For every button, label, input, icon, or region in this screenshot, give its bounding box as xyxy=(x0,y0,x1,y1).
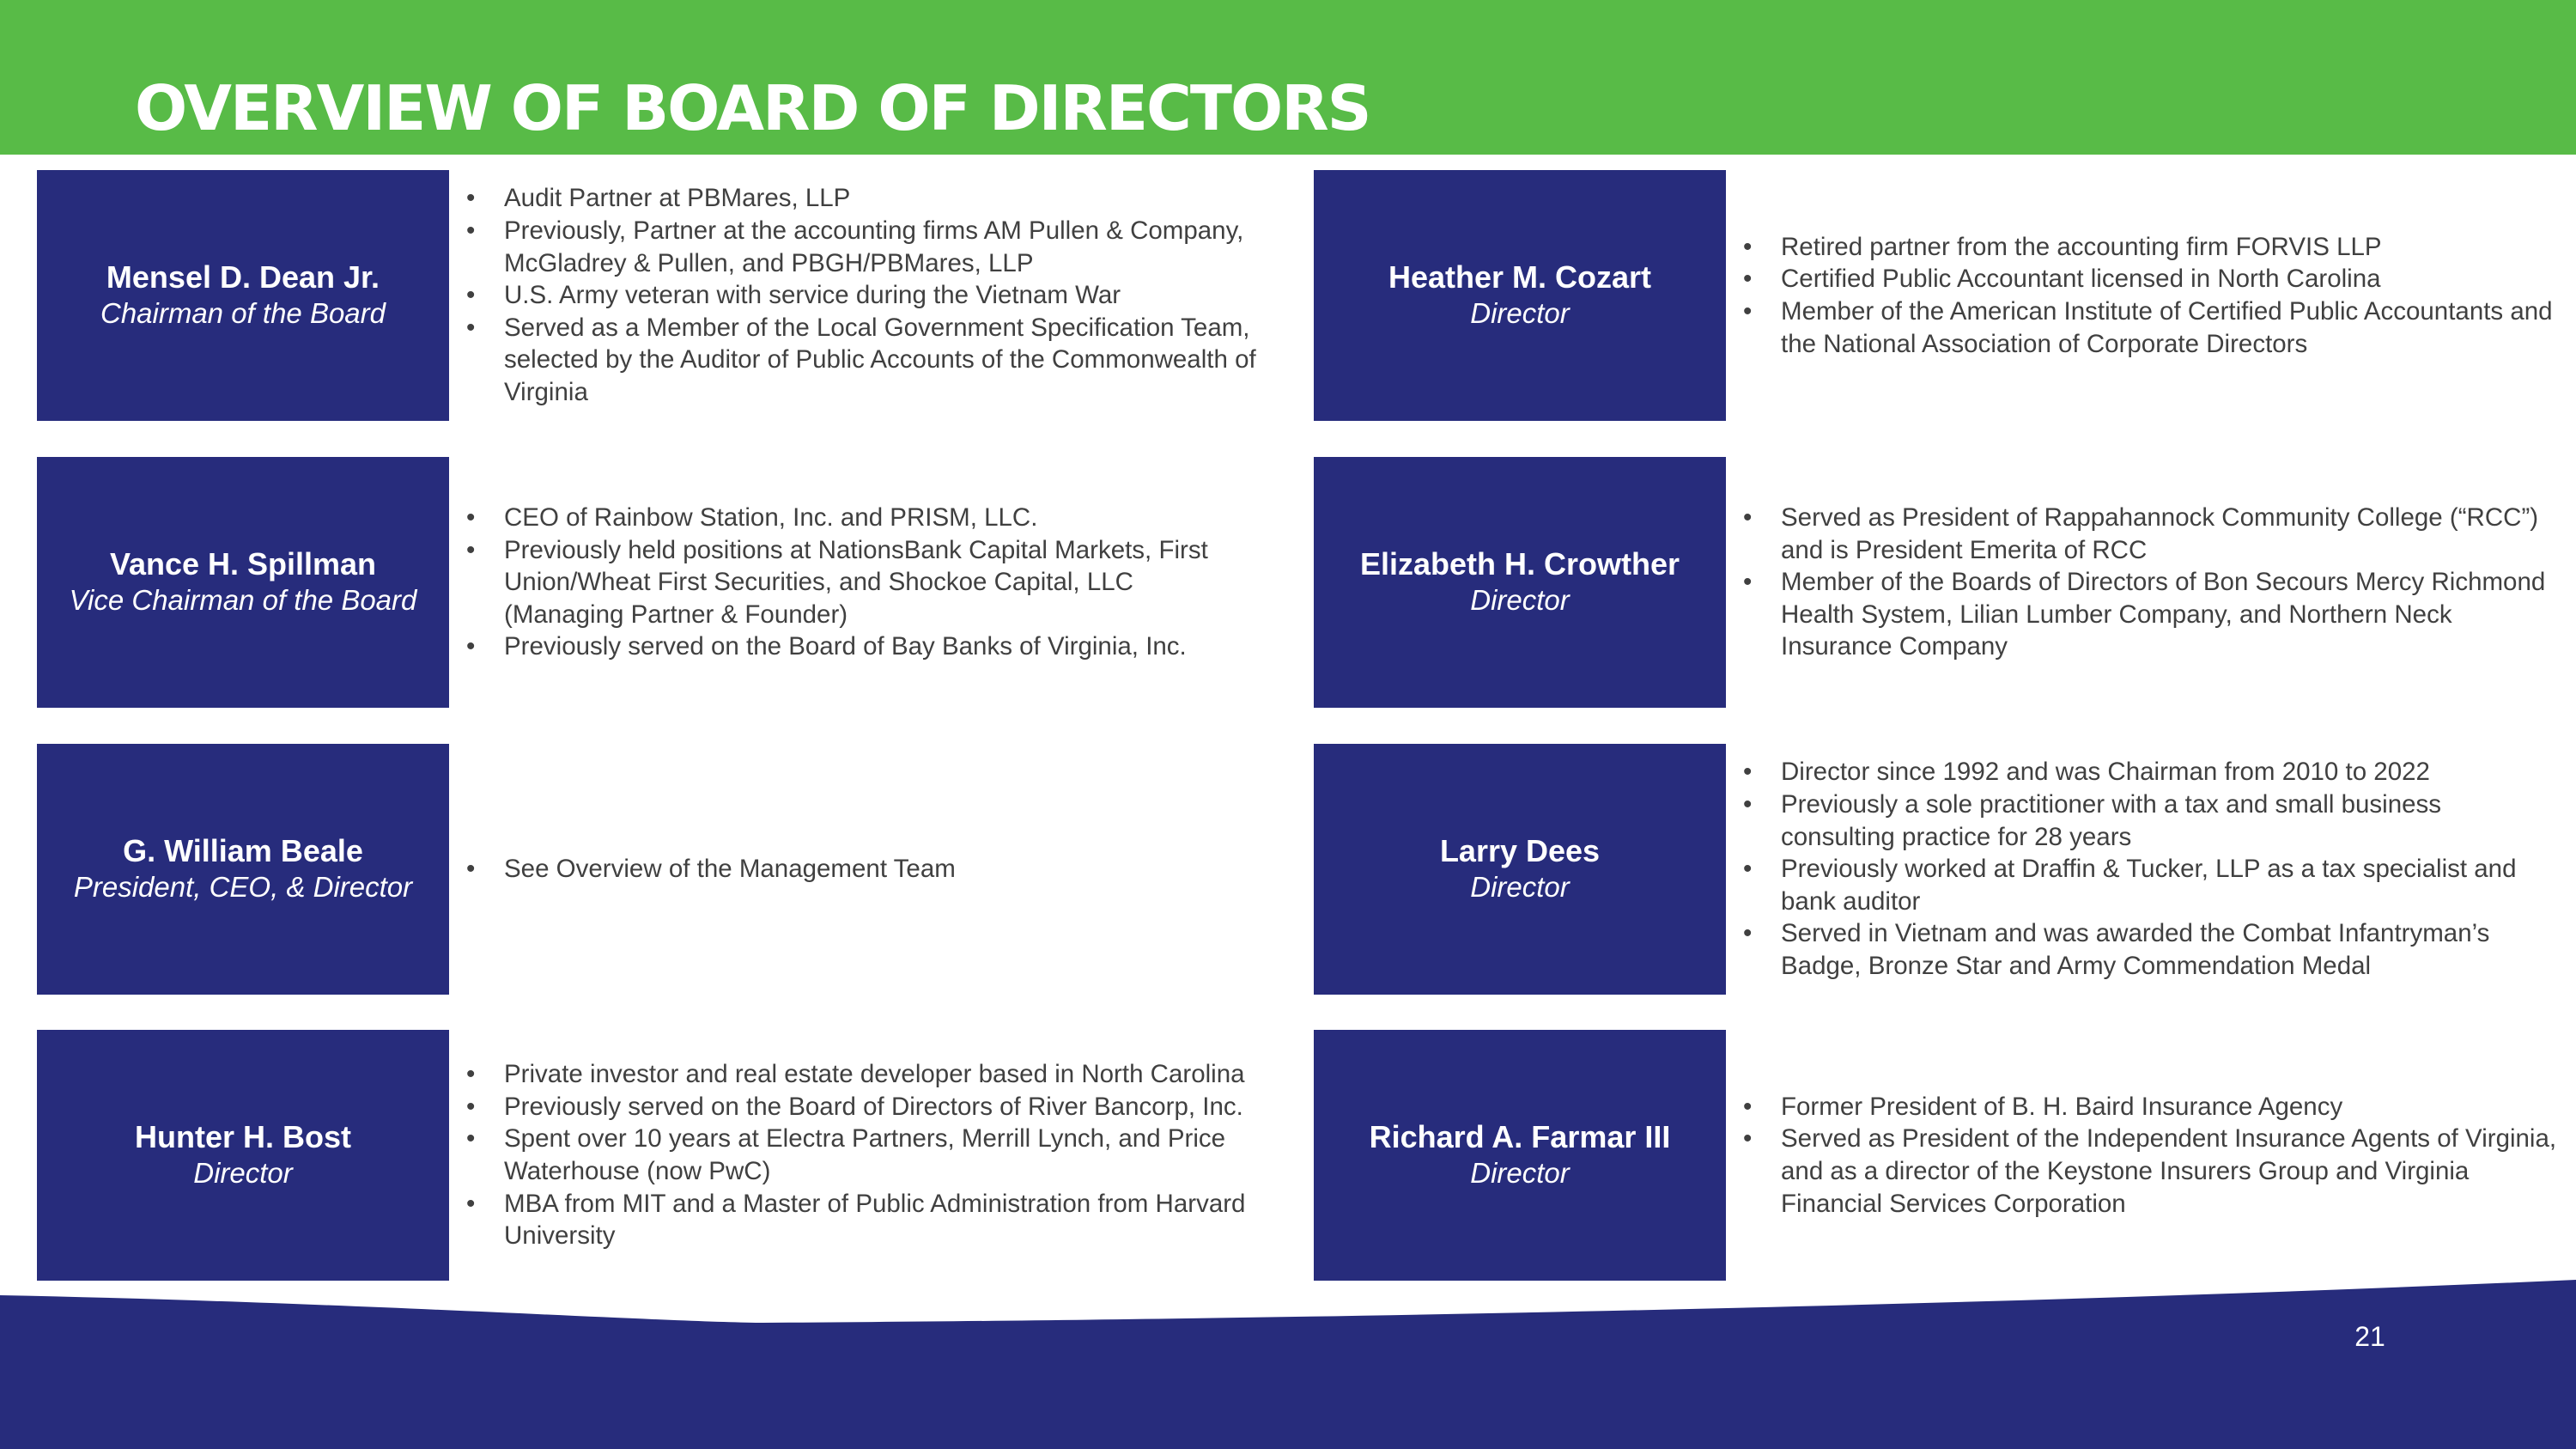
director-name: G. William Beale xyxy=(123,833,363,868)
director-role: Director xyxy=(1470,871,1570,903)
director-role: Director xyxy=(1470,1157,1570,1189)
bio-bullet: • Served as President of Rappahannock Community College (“RCC”) and is President Emerita of RCC xyxy=(1743,502,2559,566)
bio-bullet: • Spent over 10 years at Electra Partners, Merrill Lynch, and Price Waterhouse (now PwC) xyxy=(466,1123,1256,1187)
director-bio-larry-dees xyxy=(1743,744,2559,995)
bio-bullet: • Previously held positions at NationsBank Capital Markets, First Union/Wheat First Securities, and Shockoe Capital, LLC (Managing Partner & Founder) xyxy=(466,534,1256,631)
director-card-heather-cozart xyxy=(1314,170,1726,421)
director-role: Vice Chairman of the Board xyxy=(69,584,417,616)
bio-bullet: • See Overview of the Management Team xyxy=(466,853,1256,886)
director-name: Hunter H. Bost xyxy=(135,1119,351,1154)
bio-bullet: • Previously worked at Draffin & Tucker, LLP as a tax specialist and bank auditor xyxy=(1743,853,2559,917)
bio-bullet: • Previously, Partner at the accounting firms AM Pullen & Company, McGladrey & Pullen, and PBGH/PBMares, LLP xyxy=(466,215,1256,279)
bio-bullet: • Retired partner from the accounting firm FORVIS LLP xyxy=(1743,231,2559,264)
director-card-william-beale xyxy=(37,744,449,995)
bio-bullet: • Served as a Member of the Local Government Specification Team, selected by the Auditor of Public Accounts of the Commonwealth of Virginia xyxy=(466,312,1256,409)
bio-bullet: • Certified Public Accountant licensed in North Carolina xyxy=(1743,263,2559,295)
director-bio-elizabeth-crowther xyxy=(1743,457,2559,708)
director-role: Director xyxy=(193,1157,293,1189)
bio-bullet: • Member of the Boards of Directors of Bon Secours Mercy Richmond Health System, Lilian Lumber Company, and Northern Neck Insurance Company xyxy=(1743,566,2559,663)
director-bio-heather-cozart xyxy=(1743,170,2559,421)
director-bio-richard-farmar xyxy=(1743,1030,2559,1281)
bio-bullet: • Private investor and real estate developer based in North Carolina xyxy=(466,1058,1256,1091)
director-name: Mensel D. Dean Jr. xyxy=(106,259,380,295)
bio-bullet: • MBA from MIT and a Master of Public Administration from Harvard University xyxy=(466,1188,1256,1252)
director-bio-william-beale xyxy=(466,744,1256,995)
director-name: Heather M. Cozart xyxy=(1388,259,1652,295)
director-role: President, CEO, & Director xyxy=(73,871,413,903)
director-card-elizabeth-crowther xyxy=(1314,457,1726,708)
bio-bullet: • Served as President of the Independent Insurance Agents of Virginia, and as a director of the Keystone Insurers Group and Virginia Financial Services Corporation xyxy=(1743,1123,2559,1220)
bio-bullet: • CEO of Rainbow Station, Inc. and PRISM, LLC. xyxy=(466,502,1256,534)
page-title: OVERVIEW OF BOARD OF DIRECTORS xyxy=(135,72,1370,144)
director-bio-mensel-dean xyxy=(466,170,1256,421)
bio-bullet: • Previously served on the Board of Bay Banks of Virginia, Inc. xyxy=(466,630,1256,663)
bio-bullet: • Audit Partner at PBMares, LLP xyxy=(466,182,1256,215)
director-bio-vance-spillman xyxy=(466,457,1256,708)
director-card-vance-spillman xyxy=(37,457,449,708)
director-name: Richard A. Farmar III xyxy=(1369,1119,1671,1154)
director-name: Elizabeth H. Crowther xyxy=(1359,546,1680,581)
footer-wave xyxy=(0,1280,2576,1449)
bio-bullet: • Previously served on the Board of Directors of River Bancorp, Inc. xyxy=(466,1091,1256,1123)
director-name: Vance H. Spillman xyxy=(109,546,377,581)
director-card-hunter-bost xyxy=(37,1030,449,1281)
director-card-mensel-dean xyxy=(37,170,449,421)
director-role: Chairman of the Board xyxy=(100,297,386,329)
director-name: Larry Dees xyxy=(1439,833,1601,868)
director-role: Director xyxy=(1470,297,1570,329)
director-card-larry-dees xyxy=(1314,744,1726,995)
director-card-richard-farmar xyxy=(1314,1030,1726,1281)
bio-bullet: • Previously a sole practitioner with a tax and small business consulting practice for 28 years xyxy=(1743,788,2559,853)
page-number: 21 xyxy=(2354,1321,2385,1352)
bio-bullet: • U.S. Army veteran with service during the Vietnam War xyxy=(466,279,1256,312)
director-role: Director xyxy=(1470,584,1570,616)
bio-bullet: • Director since 1992 and was Chairman from 2010 to 2022 xyxy=(1743,756,2559,788)
bio-bullet: • Former President of B. H. Baird Insurance Agency xyxy=(1743,1091,2559,1123)
director-bio-hunter-bost xyxy=(466,1030,1256,1281)
bio-bullet: • Member of the American Institute of Certified Public Accountants and the National Association of Corporate Directors xyxy=(1743,295,2559,360)
bio-bullet: • Served in Vietnam and was awarded the Combat Infantryman’s Badge, Bronze Star and Army Commendation Medal xyxy=(1743,917,2559,982)
